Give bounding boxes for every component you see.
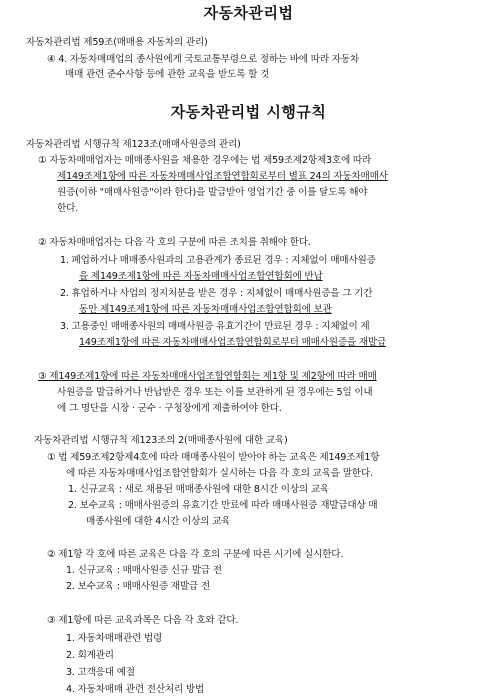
rule123-p2-item1-line1: 1. 폐업하거나 매매종사원과의 고용관계가 종료된 경우 : 지체없이 매매사원증 <box>60 255 376 266</box>
rule123-p3-line3: 에 그 명단을 시장 · 군수 · 구청장에게 제출하여야 한다. <box>57 403 282 414</box>
rule123-p2-item2-line2: 동안 제149조제1항에 따른 자동차매매사업조합연합회에 보관 <box>79 304 332 315</box>
rule123-2-p3-item3: 3. 고객응대 예절 <box>66 667 135 678</box>
doc-title-act: 자동차관리법 <box>203 4 294 22</box>
rule123-p1-line3: 원증(이하 "매매사원증"이라 한다)을 발급받아 영업기간 중 이를 달도록 해야 <box>57 187 368 198</box>
rule123-p1-line2: 제149조제1항에 따른 자동차매매사업조합연합회로부터 별표 24의 자동차매매사 <box>57 171 388 182</box>
rule123-2-heading: 자동차관리법 시행규칙 제123조의 2(매매종사원에 대한 교육) <box>34 435 288 446</box>
rule123-p1-line4: 한다. <box>57 203 78 214</box>
rule123-2-p1-item2-line2: 매종사원에 대한 4시간 이상의 교육 <box>86 516 231 527</box>
rule123-2-p3-item1: 1. 자동차매매관련 법령 <box>66 633 163 644</box>
rule123-p3-line2: 사원증을 발급하거나 반납받은 경우 또는 이를 보관하게 된 경우에는 5일 이내 <box>57 387 373 398</box>
rule123-2-p1-line2: 에 따른 자동차매매사업조합연합회가 실시하는 다음 각 호의 교육을 말한다. <box>66 468 373 479</box>
art59-heading: 자동차관리법 제59조(매매용 자동차의 관리) <box>26 37 208 48</box>
rule123-p2-item3-line1: 3. 고용중인 매매종사원의 매매사원증 유효기간이 만료된 경우 : 지체없이 제 <box>60 321 370 332</box>
art59-item4-line2: 매매 관련 준수사항 등에 관한 교육을 받도록 할 것 <box>65 69 270 80</box>
art59-item4-line1: ④ 4. 자동차매매업의 종사원에게 국토교통부령으로 정하는 바에 따라 자동차 <box>47 54 359 65</box>
doc-title-rules: 자동차관리법 시행규칙 <box>170 103 327 121</box>
rule123-p2-item2-line1: 2. 휴업하거나 사업의 정지처분을 받은 경우 : 지체없이 매매사원증을 그 기간 <box>60 288 373 299</box>
rule123-2-p2-intro: ② 제1항 각 호에 따른 교육은 다음 각 호의 구분에 따른 시기에 실시한다. <box>47 549 344 560</box>
rule123-p2-item1-line2: 을 제149조제1항에 따른 자동차매매사업조합연합회에 반납 <box>79 271 323 282</box>
rule123-p2-intro: ② 자동차매매업자는 다음 각 호의 구분에 따른 조치를 취해야 한다. <box>38 237 311 248</box>
rule123-2-p3-intro: ③ 제1항에 따른 교육과목은 다음 각 호와 같다. <box>47 615 239 626</box>
rule123-2-p2-item2: 2. 보수교육 : 매매사원증 재발급 전 <box>66 581 210 592</box>
rule123-2-p3-item4: 4. 자동차매매 관련 전산처리 방법 <box>66 684 205 695</box>
rule123-p1-line1: ① 자동차매매업자는 매매종사원을 채용한 경우에는 법 제59조제2항제3호에 따라 <box>38 155 372 166</box>
rule123-2-p1-item2-line1: 2. 보수교육 : 매매사원증의 유효기간 만료에 따라 매매사원증 재발급대상 매 <box>68 500 378 511</box>
rule123-heading: 자동차관리법 시행규칙 제123조(매매사원증의 관리) <box>26 139 241 150</box>
rule123-2-p2-item1: 1. 신규교육 : 매매사원증 신규 발급 전 <box>66 565 222 576</box>
rule123-2-p1-item1: 1. 신규교육 : 새로 채용된 매매종사원에 대한 8시간 이상의 교육 <box>68 484 329 495</box>
rule123-p3-line1: ③ 제149조제1항에 따른 자동차매매사업조합연합회는 제1항 및 제2항에 따라 매매 <box>38 371 377 382</box>
rule123-2-p3-item2: 2. 회계관리 <box>66 650 114 661</box>
rule123-2-p1-line1: ① 법 제59조제2항제4호에 따라 매매종사원이 받아야 하는 교육은 제149조제1항 <box>47 452 380 463</box>
rule123-p2-item3-line2: 149조제1항에 따른 자동차매매사업조합연합회로부터 매매사원증을 재발급 <box>79 337 387 348</box>
